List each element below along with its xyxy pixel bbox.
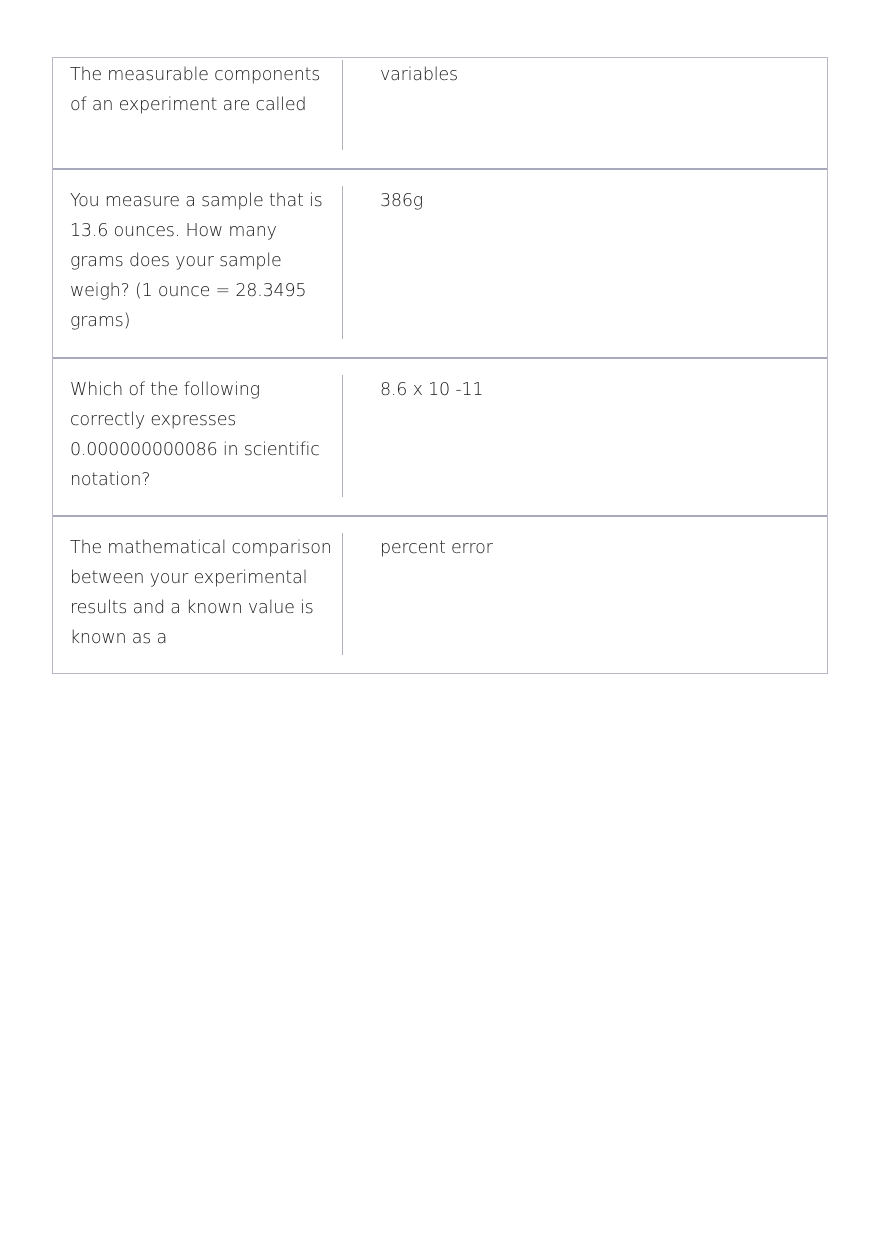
flashcard-table — [52, 57, 828, 674]
term-cell: The measurable components of an experiment are called — [53, 60, 343, 150]
flashcard-row — [53, 168, 827, 357]
flashcard-row — [53, 515, 827, 673]
term-cell: You measure a sample that is 13.6 ounces. How many grams does your sample weigh? (1 ounce = 28.3495 grams) — [53, 186, 343, 339]
flashcard-row — [53, 357, 827, 515]
term-cell: Which of the following correctly expresses 0.000000000086 in scientific notation? — [53, 375, 343, 497]
term-cell: The mathematical comparison between your experimental results and a known value is known as a — [53, 533, 343, 655]
flashcard-row — [53, 58, 827, 168]
definition-cell: variables — [380, 65, 458, 85]
definition-cell: 386g — [380, 191, 424, 211]
definition-cell: 8.6 x 10 -11 — [380, 380, 484, 400]
definition-cell: percent error — [380, 538, 493, 558]
